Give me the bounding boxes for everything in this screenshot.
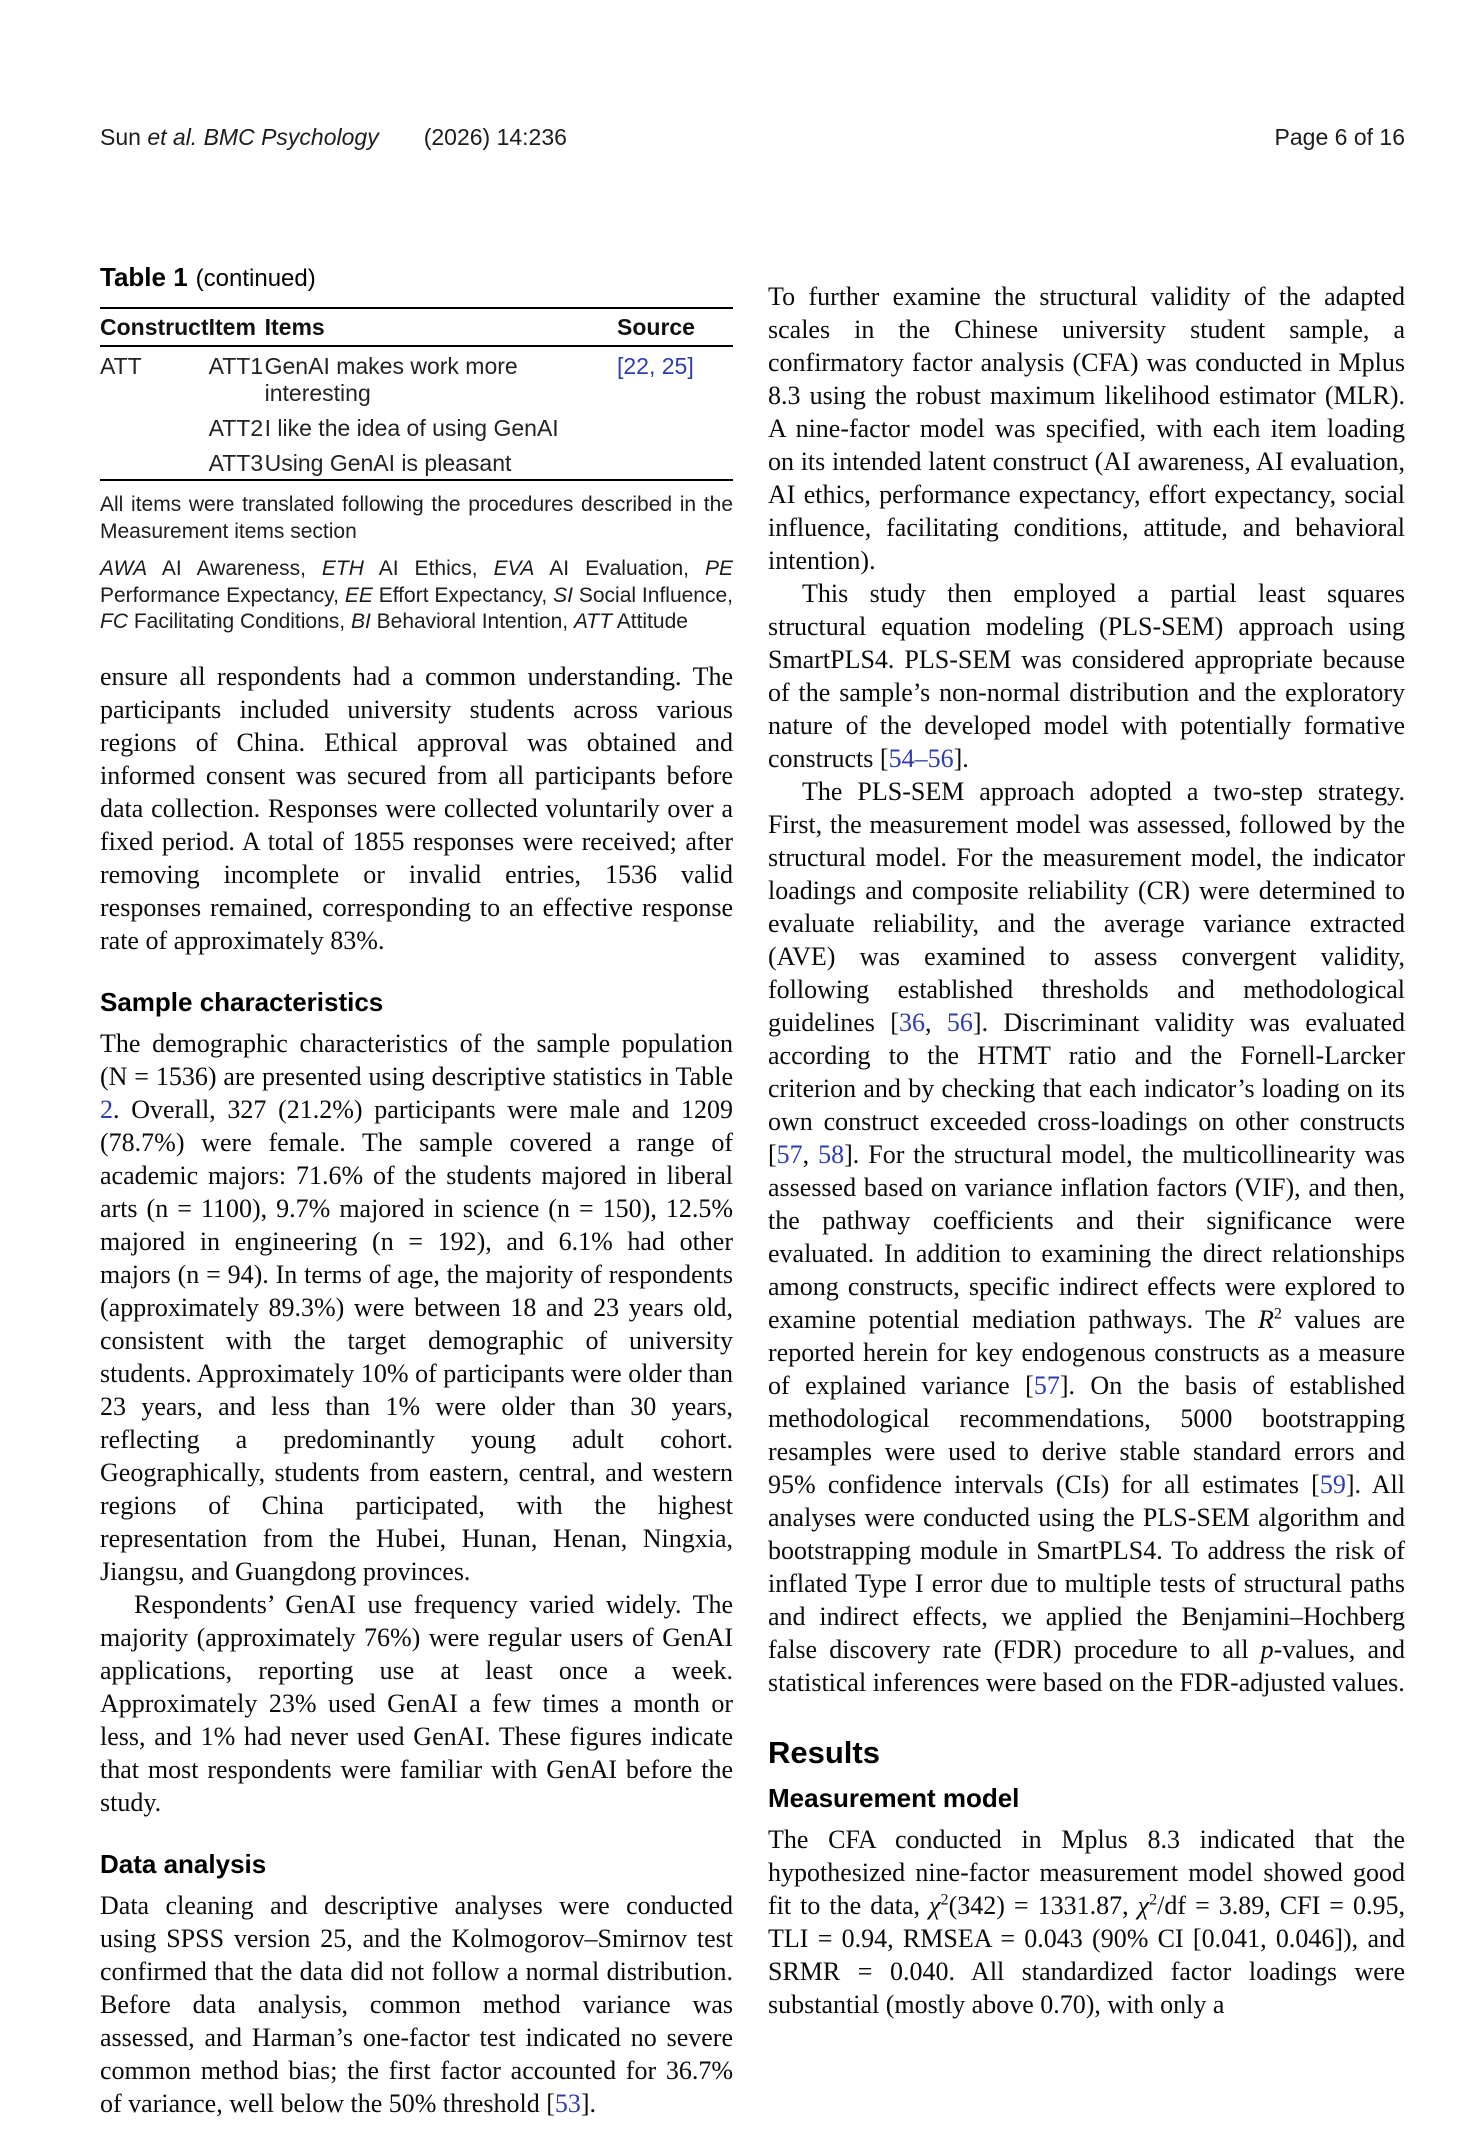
text-run: ]. bbox=[580, 2088, 597, 2118]
text-run: ETH bbox=[321, 557, 364, 580]
citation-link[interactable]: 57 bbox=[776, 1140, 803, 1169]
text-run: /df = 3.89, CFI = 0.95, TLI = 0.94, RMSEA = 0.043 (90% CI [0.041, 0.046]), and SRMR = 0.040. All standardized factor loadings were substantial (mostly above 0.70), with only a bbox=[768, 1891, 1406, 2019]
cell-construct bbox=[100, 409, 209, 444]
text-run: The demographic characteristics of the sample population (N = 1536) are presented using descriptive statistics in Table bbox=[100, 1028, 733, 1091]
cell-item-text: I like the idea of using GenAI bbox=[264, 415, 559, 441]
citation-link[interactable]: 25 bbox=[661, 353, 688, 379]
text-run: BI bbox=[350, 610, 371, 633]
text-run: AI Awareness, bbox=[147, 557, 322, 580]
section-heading-sample-characteristics: Sample characteristics bbox=[100, 986, 384, 1017]
text-run: 2 bbox=[1149, 1891, 1158, 1909]
text-run: AI Ethics, bbox=[363, 557, 494, 580]
citation-link[interactable]: 58 bbox=[818, 1140, 845, 1169]
table1-continued-label: (continued) bbox=[195, 265, 316, 292]
paragraph bbox=[100, 1027, 733, 1588]
text-run: The CFA conducted in Mplus 8.3 indicated that the hypothesized nine-factor measurement model showed good fit to the data, bbox=[768, 1825, 1405, 1920]
table-row bbox=[100, 346, 733, 409]
page-number: Page 6 of 16 bbox=[1274, 124, 1405, 150]
cell-source bbox=[617, 409, 733, 444]
text-run: . Overall, 327 (21.2%) participants were male and 1209 (78.7%) were female. The sample covered a range of academic majors: 71.6% of the students majored in liberal arts (n = 1100), 9.7% majored in science (n = 150), 12.5% majored in engineering (n = 192), and 6.1% had other majors (n = 94). In terms of age, the majority of respondents (approximately 89.3%) were between 18 and 23 years old, consistent with the target demographic of university students. Approximately 10% of participants were older than 23 years, and less than 1% were older than 30 years, reflecting a predominantly young adult cohort. Geographically, students from eastern, central, and western regions of China participated, with the highest representation from the Hubei, Hunan, Henan, Ningxia, Jiangsu, and Guangdong provinces. bbox=[100, 1094, 733, 1586]
text-run: R bbox=[1257, 1305, 1274, 1334]
text-run: AWA bbox=[100, 557, 148, 580]
text-run: , bbox=[924, 1008, 947, 1037]
paragraph: ensure all respondents had a common understanding. The participants included university students across various regions of China. Ethical approval was obtained and informed consent was secured from all participants before data collection. Responses were collected voluntarily over a fixed period. A total of 1855 responses were received; after removing incomplete or invalid entries, 1536 valid responses remained, corresponding to an effective response rate of approximately 83%. bbox=[100, 661, 733, 955]
text-run: Facilitating Conditions, bbox=[128, 610, 351, 633]
text-run: The PLS-SEM approach adopted a two-step strategy. First, the measurement model was assessed, followed by the structural model. For the measurement model, the indicator loadings and composite reliability (CR) were determined to evaluate reliability, and the average variance extracted (AVE) was examined to assess convergent validity, following established thresholds and methodological guidelines [ bbox=[768, 777, 1405, 1037]
journal-name: et al. BMC Psychology bbox=[147, 124, 379, 150]
citation-link[interactable]: 56 bbox=[946, 1008, 973, 1037]
text-run: ]. For the structural model, the multicollinearity was assessed based on variance inflation factors (VIF), and then, the pathway coefficients and their significance were evaluated. In addition to examining the direct relationships among constructs, specific indirect effects were explored to examine potential mediation pathways. The bbox=[768, 1140, 1405, 1334]
table1-footnote-abbreviations bbox=[100, 556, 733, 636]
table1-body bbox=[100, 346, 733, 480]
table-row bbox=[100, 444, 733, 480]
text-run: Social Influence, bbox=[572, 583, 733, 607]
citation-link[interactable]: 36 bbox=[898, 1008, 925, 1037]
cell-source bbox=[617, 346, 733, 409]
text-run: Behavioral Intention, bbox=[370, 610, 574, 633]
subsection-heading-measurement-model: Measurement model bbox=[768, 1783, 1020, 1813]
col-header-item: Item bbox=[208, 314, 256, 340]
paragraph bbox=[768, 775, 1405, 1699]
text-run: p bbox=[1260, 1635, 1274, 1664]
citation-link[interactable]: 57 bbox=[1033, 1371, 1060, 1400]
table-row bbox=[100, 409, 733, 444]
col-header-source: Source bbox=[617, 314, 695, 340]
cell-item: ATT1 bbox=[208, 353, 264, 379]
col-header-construct: Construct bbox=[100, 314, 209, 340]
text-run: PE bbox=[704, 557, 733, 580]
text-run: Data cleaning and descriptive analyses were conducted using SPSS version 25, and the Kolmogorov–Smirnov test confirmed that the data did not follow a normal distribution. Before data analysis, common method variance was assessed, and Harman’s one-factor test indicated no severe common method bias; the first factor accounted for 36.7% of variance, well below the 50% threshold [ bbox=[100, 1890, 733, 2118]
paragraph: Respondents’ GenAI use frequency varied widely. The majority (approximately 76%) were regular users of GenAI applications, reporting use at least once a week. Approximately 23% used GenAI a few times a month or less, and 1% had never used GenAI. These figures indicate that most respondents were familiar with GenAI before the study. bbox=[100, 1589, 733, 1817]
cell-construct: ATT bbox=[100, 353, 142, 379]
text-run: This study then employed a partial least squares structural equation modeling (PLS-SEM) approach using SmartPLS4. PLS-SEM was considered appropriate because of the sample’s non-normal distribution and the exploratory nature of the developed model with potentially formative constructs [ bbox=[768, 579, 1405, 773]
paragraph bbox=[100, 1889, 733, 2120]
text-run: ]. All analyses were conducted using the PLS-SEM algorithm and bootstrapping module in SmartPLS4. To address the risk of inflated Type I error due to multiple tests of structural paths and indirect effects, we applied the Benjamini–Hochberg false discovery rate (FDR) procedure to all bbox=[768, 1470, 1405, 1664]
citation-link[interactable]: [ bbox=[617, 353, 624, 379]
text-run: FC bbox=[100, 610, 128, 633]
citation-link[interactable]: ] bbox=[687, 353, 694, 379]
volume-issue: (2026) 14:236 bbox=[423, 124, 567, 150]
text-run: χ bbox=[1137, 1891, 1150, 1920]
text-run: 2 bbox=[1273, 1305, 1282, 1323]
citation-link[interactable]: 53 bbox=[554, 2088, 581, 2118]
left-column bbox=[100, 262, 733, 2120]
text-run: -values, and statistical inferences were based on the FDR-adjusted values. bbox=[768, 1635, 1405, 1697]
text-run: EE bbox=[344, 583, 373, 607]
author-name: Sun bbox=[100, 124, 148, 150]
citation-link[interactable]: 59 bbox=[1319, 1470, 1346, 1499]
citation-link[interactable]: 2 bbox=[100, 1094, 113, 1124]
text-run: Effort Expectancy, bbox=[372, 583, 554, 607]
text-run: SI bbox=[553, 583, 573, 607]
running-head bbox=[100, 124, 1405, 151]
citation-link[interactable]: 54–56 bbox=[888, 744, 954, 773]
cell-item: ATT3 bbox=[208, 450, 264, 476]
cell-item-text: Using GenAI is pleasant bbox=[264, 450, 512, 476]
text-run: , bbox=[802, 1140, 819, 1169]
section-heading-data-analysis: Data analysis bbox=[100, 1848, 267, 1879]
paragraph bbox=[768, 577, 1405, 775]
cell-construct bbox=[100, 444, 209, 480]
citation-link[interactable]: 22 bbox=[623, 353, 649, 379]
text-run: Attitude bbox=[612, 610, 688, 633]
table1-label: Table 1 bbox=[100, 262, 188, 292]
cell-source bbox=[617, 444, 733, 480]
table1-title bbox=[100, 262, 733, 293]
text-run: ]. On the basis of established methodological recommendations, 5000 bootstrapping resamples were used to derive stable standard errors and 95% confidence intervals (CIs) for all estimates [ bbox=[768, 1371, 1405, 1499]
right-column bbox=[768, 280, 1405, 2021]
paragraph bbox=[768, 1823, 1405, 2021]
text-run: ATT bbox=[573, 610, 613, 633]
section-heading-results: Results bbox=[768, 1735, 880, 1770]
text-run: EVA bbox=[493, 557, 535, 580]
journal-citation bbox=[100, 124, 567, 151]
col-header-items: Items bbox=[264, 314, 325, 340]
cell-item: ATT2 bbox=[208, 415, 264, 441]
text-run: χ bbox=[929, 1891, 941, 1920]
text-run: values are reported herein for key endogenous constructs as a measure of explained variance [ bbox=[768, 1305, 1405, 1400]
paragraph: To further examine the structural validity of the adapted scales in the Chinese university student sample, a confirmatory factor analysis (CFA) was conducted in Mplus 8.3 using the robust maximum likelihood estimator (MLR). A nine-factor model was specified, with each item loading on its intended latent construct (AI awareness, AI evaluation, AI ethics, performance expectancy, effort expectancy, social influence, facilitating conditions, attitude, and behavioral intention). bbox=[768, 282, 1405, 575]
cell-item-text: GenAI makes work more interesting bbox=[264, 353, 518, 406]
table1 bbox=[100, 307, 733, 481]
text-run: ]. Discriminant validity was evaluated according to the HTMT ratio and the Fornell-Larcker criterion and by checking that each indicator’s loading on its own construct exceeded cross-loadings on other constructs [ bbox=[768, 1008, 1406, 1169]
text-run: (342) = 1331.87, bbox=[948, 1891, 1138, 1920]
text-run: ]. bbox=[953, 744, 969, 773]
text-run: AI Evaluation, bbox=[534, 557, 705, 580]
table1-footnote-translation: All items were translated following the procedures described in the Measurement items section bbox=[100, 493, 733, 543]
table1-head bbox=[100, 308, 733, 346]
table1-header-row bbox=[100, 308, 733, 346]
citation-link[interactable]: , bbox=[648, 353, 662, 379]
text-run: 2 bbox=[940, 1891, 949, 1909]
text-run: Performance Expectancy, bbox=[100, 583, 345, 607]
